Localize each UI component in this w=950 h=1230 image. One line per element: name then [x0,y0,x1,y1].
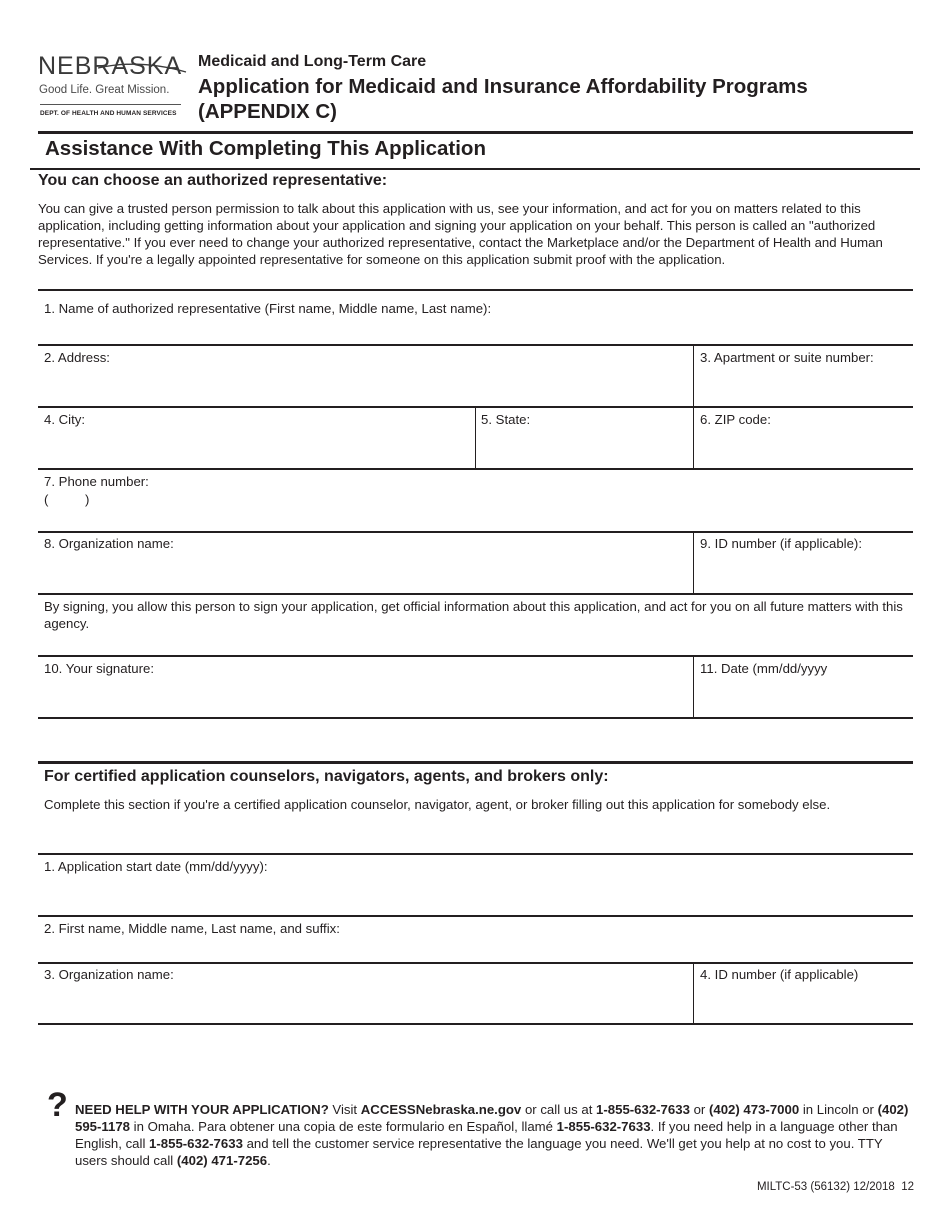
help-website-link[interactable]: ACCESSNebraska.ne.gov [360,1102,522,1117]
logo-department: DEPT. OF HEALTH AND HUMAN SERVICES [40,110,177,117]
form-id: MILTC-53 (56132) 12/2018 [756,1181,895,1193]
rep-phone-field[interactable]: 7. Phone number: [44,474,149,489]
help-phone: (402) 595-1178 [75,1102,909,1134]
title-line-1: Application for Medicaid and Insurance Affordability Programs [198,75,808,98]
field-divider [693,532,694,594]
form-rule [38,344,913,346]
field-divider [693,345,694,407]
form-rule [38,1023,913,1025]
rep-name-field[interactable]: 1. Name of authorized representative (First name, Middle name, Last name): [44,301,492,316]
auth-rep-heading: You can choose an authorized representative: [38,172,388,189]
form-rule [38,655,913,657]
help-text-part: in Omaha. Para obtener una copia de este formulario en Español, llamé [130,1119,557,1134]
form-rule [38,853,913,855]
counselor-name-field[interactable]: 2. First name, Middle name, Last name, and suffix: [44,921,340,936]
help-lead: NEED HELP WITH YOUR APPLICATION? [75,1102,329,1117]
help-phone: 1-855-632-7633 [149,1136,243,1151]
form-rule [38,962,913,964]
signature-field[interactable]: 10. Your signature: [44,661,154,676]
help-phone: 1-855-632-7633 [556,1119,651,1134]
form-rule [38,531,913,533]
help-text-part: in Lincoln or [799,1102,878,1117]
auth-rep-intro: You can give a trusted person permission to talk about this application with us, see your information, and act for you on matters related to this application, including getting information about your application and signing your application on your behalf. This person is called an "authorized representative." If you ever need to change your authorized representative, contact the Marketplace and/or the Department of Health and Human Services. If you're a legally appointed representative for someone on this application submit proof with the application. [38,201,883,267]
counselor-id-number-field[interactable]: 4. ID number (if applicable) [700,967,859,982]
signature-date-field[interactable]: 11. Date (mm/dd/yyyy [700,661,828,676]
form-rule [38,593,913,595]
help-phone: (402) 473-7000 [708,1102,800,1117]
application-start-date-field[interactable]: 1. Application start date (mm/dd/yyyy): [44,859,268,874]
section-title-rule [30,168,920,170]
help-tty-phone: (402) 471-7256 [176,1153,268,1168]
page-title [198,74,918,124]
help-phone: 1-855-632-7633 [596,1102,690,1117]
form-rule [38,289,913,291]
counselor-intro: Complete this section if you're a certified application counselor, navigator, agent, or broker filling out this application for somebody else. [44,797,831,812]
logo-tagline: Good Life. Great Mission. [39,84,170,96]
logo-divider [40,104,181,105]
rep-zip-field[interactable]: 6. ZIP code: [700,412,771,427]
title-line-2: (APPENDIX C) [198,100,337,123]
help-text-part: Visit [328,1102,361,1117]
field-divider [693,407,694,469]
footer [757,1181,914,1193]
help-text [75,1101,915,1169]
rep-apartment-field[interactable]: 3. Apartment or suite number: [700,350,874,365]
rep-city-field[interactable]: 4. City: [44,412,86,427]
logo-wordmark: NEBRASKA [38,52,183,80]
consent-text: By signing, you allow this person to sign your application, get official information about this application, and act for you on all future matters with this agency. [44,599,903,631]
counselor-rule [38,761,913,764]
help-text-part: . If you need help in a language other than English, call [75,1119,898,1151]
form-rule [38,468,913,470]
program-name: Medicaid and Long-Term Care [198,53,427,70]
help-text-part: and tell the customer service representative the language you need. We'll get you help at no cost to you. TTY users should call [75,1136,883,1168]
counselor-organization-field[interactable]: 3. Organization name: [44,967,174,982]
help-text-part: or call us at [521,1102,597,1117]
form-rule [38,915,913,917]
logo-swoosh-icon [40,54,190,78]
help-text-part: . [267,1153,271,1168]
rep-id-number-field[interactable]: 9. ID number (if applicable): [700,536,862,551]
rep-phone-format: ( ) [44,492,90,507]
help-text-part: or [689,1102,709,1117]
form-rule [38,717,913,719]
field-divider [693,963,694,1024]
page-number: 12 [901,1181,914,1193]
rep-organization-field[interactable]: 8. Organization name: [44,536,174,551]
question-mark-icon: ? [47,1086,68,1124]
rep-state-field[interactable]: 5. State: [481,412,531,427]
field-divider [475,407,476,469]
header-rule [38,131,913,134]
counselor-heading: For certified application counselors, navigators, agents, and brokers only: [44,768,609,785]
field-divider [693,656,694,718]
section-title: Assistance With Completing This Application [45,137,486,160]
rep-address-field[interactable]: 2. Address: [44,350,110,365]
